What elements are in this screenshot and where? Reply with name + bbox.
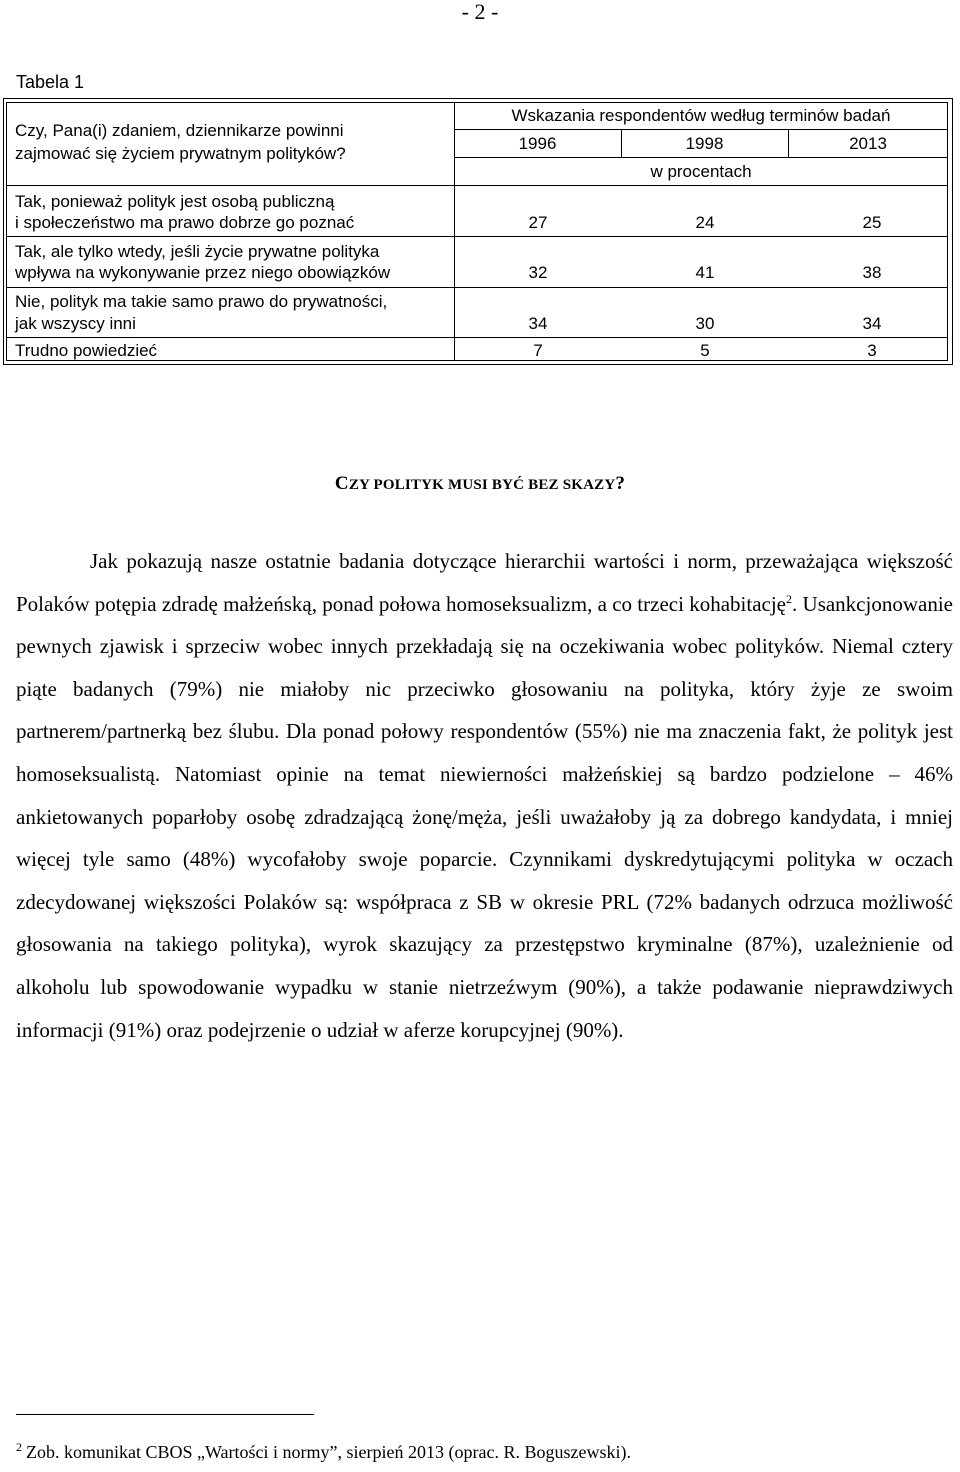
table-row-label: Tak, ponieważ polityk jest osobą publiczną xyxy=(15,192,335,211)
table-row-label: wpływa na wykonywanie przez niego obowiązków xyxy=(15,263,391,282)
footnote-text: Zob. komunikat CBOS „Wartości i normy”, sierpień 2013 (oprac. R. Boguszewski). xyxy=(26,1442,631,1462)
footnote-reference: 2 xyxy=(786,591,792,606)
page-number: - 2 - xyxy=(461,0,499,24)
table-rule xyxy=(6,236,948,237)
table-cell-value: 30 xyxy=(695,314,715,333)
table-year-header: 2013 xyxy=(849,134,887,153)
table-row-label: i społeczeństwo ma prawo dobrze go poznać xyxy=(15,213,355,232)
body-text: . Usankcjonowanie pewnych zjawisk i sprzeciw wobec innych przekładają się na oczekiwania wobec polityków. Niemal cztery piąte badanych (79%) nie miałoby nic przeciwko głosowaniu na polityka, który żyje ze swoim partnerem/partnerką bez ślubu. Dla ponad połowy respondentów (55%) nie ma znaczenia fakt, że polityk jest homoseksualistą. Natomiast opinie na temat niewierności małżeńskiej są bardzo podzielone – 46% ankietowanych poparłoby osobę zdradzającą żonę/męża, jeśli uważałoby ją za dobrego kandydata, i mniej więcej tyle samo (48%) wycofałoby swoje poparcie. Czynnikami dyskredytującymi polityka w oczach zdecydowanej większości Polaków są: współpraca z SB w okresie PRL (72% badanych odrzuca możliwość głosowania na takiego polityka), wyrok skazujący za przestępstwo kryminalne (87%), uzależnienie od alkoholu lub spowodowanie wypadku w stanie nietrzeźwym (90%), a także podawanie nieprawdziwych informacji (91%) oraz podejrzenie o udział w aferze korupcyjnej (90%). xyxy=(16,591,953,1042)
table-row-label: Tak, ale tylko wtedy, jeśli życie prywatne polityka xyxy=(15,242,380,261)
table-year-header: 1998 xyxy=(685,134,724,153)
table-row-label: Nie, polityk ma takie samo prawo do prywatności, xyxy=(15,292,388,311)
table-header-title: Wskazania respondentów według terminów badań xyxy=(511,106,891,125)
heading-small-caps: ZY POLITYK MUSI BYĆ BEZ SKAZY xyxy=(348,477,616,493)
table-cell-value: 27 xyxy=(528,213,548,232)
table-cell-value: 34 xyxy=(862,314,882,333)
table-cell-value: 34 xyxy=(528,314,548,333)
section-heading xyxy=(0,472,960,497)
table-rule xyxy=(6,337,948,338)
table-cell-value: 7 xyxy=(533,341,543,360)
table-caption: Tabela 1 xyxy=(16,72,85,92)
table-unit-label: w procentach xyxy=(650,162,752,181)
table-row-label: jak wszyscy inni xyxy=(15,314,136,333)
table-cell-value: 24 xyxy=(695,213,715,232)
table-rule xyxy=(454,129,948,130)
table-cell-value: 41 xyxy=(695,263,715,282)
heading-question-mark: ? xyxy=(615,473,626,494)
table-cell-value: 5 xyxy=(700,341,710,360)
table-cell-value: 38 xyxy=(862,263,882,282)
footnote xyxy=(16,1441,631,1463)
table-year-header: 1996 xyxy=(518,134,557,153)
footnote-mark: 2 xyxy=(16,1440,22,1454)
table-rule xyxy=(6,287,948,288)
table-row-label: Trudno powiedzieć xyxy=(15,341,158,360)
table-cell-value: 25 xyxy=(862,213,882,232)
footnote-separator xyxy=(16,1414,314,1415)
heading-initial: C xyxy=(334,473,349,494)
table-rule xyxy=(454,157,948,158)
table-rule xyxy=(6,185,948,186)
body-paragraph xyxy=(16,540,953,1051)
table-cell-value: 32 xyxy=(528,263,548,282)
body-text: Jak pokazują nasze ostatnie badania dotyczące hierarchii wartości i norm, przeważająca większość Polaków potępia zdradę małżeńską, ponad połowa homoseksualizm, a co trzeci kohabitację xyxy=(16,549,953,616)
table-cell-value: 3 xyxy=(867,341,877,360)
table-question-line: Czy, Pana(i) zdaniem, dziennikarze powinni xyxy=(15,121,344,140)
table-question-line: zajmować się życiem prywatnym polityków? xyxy=(15,144,346,163)
